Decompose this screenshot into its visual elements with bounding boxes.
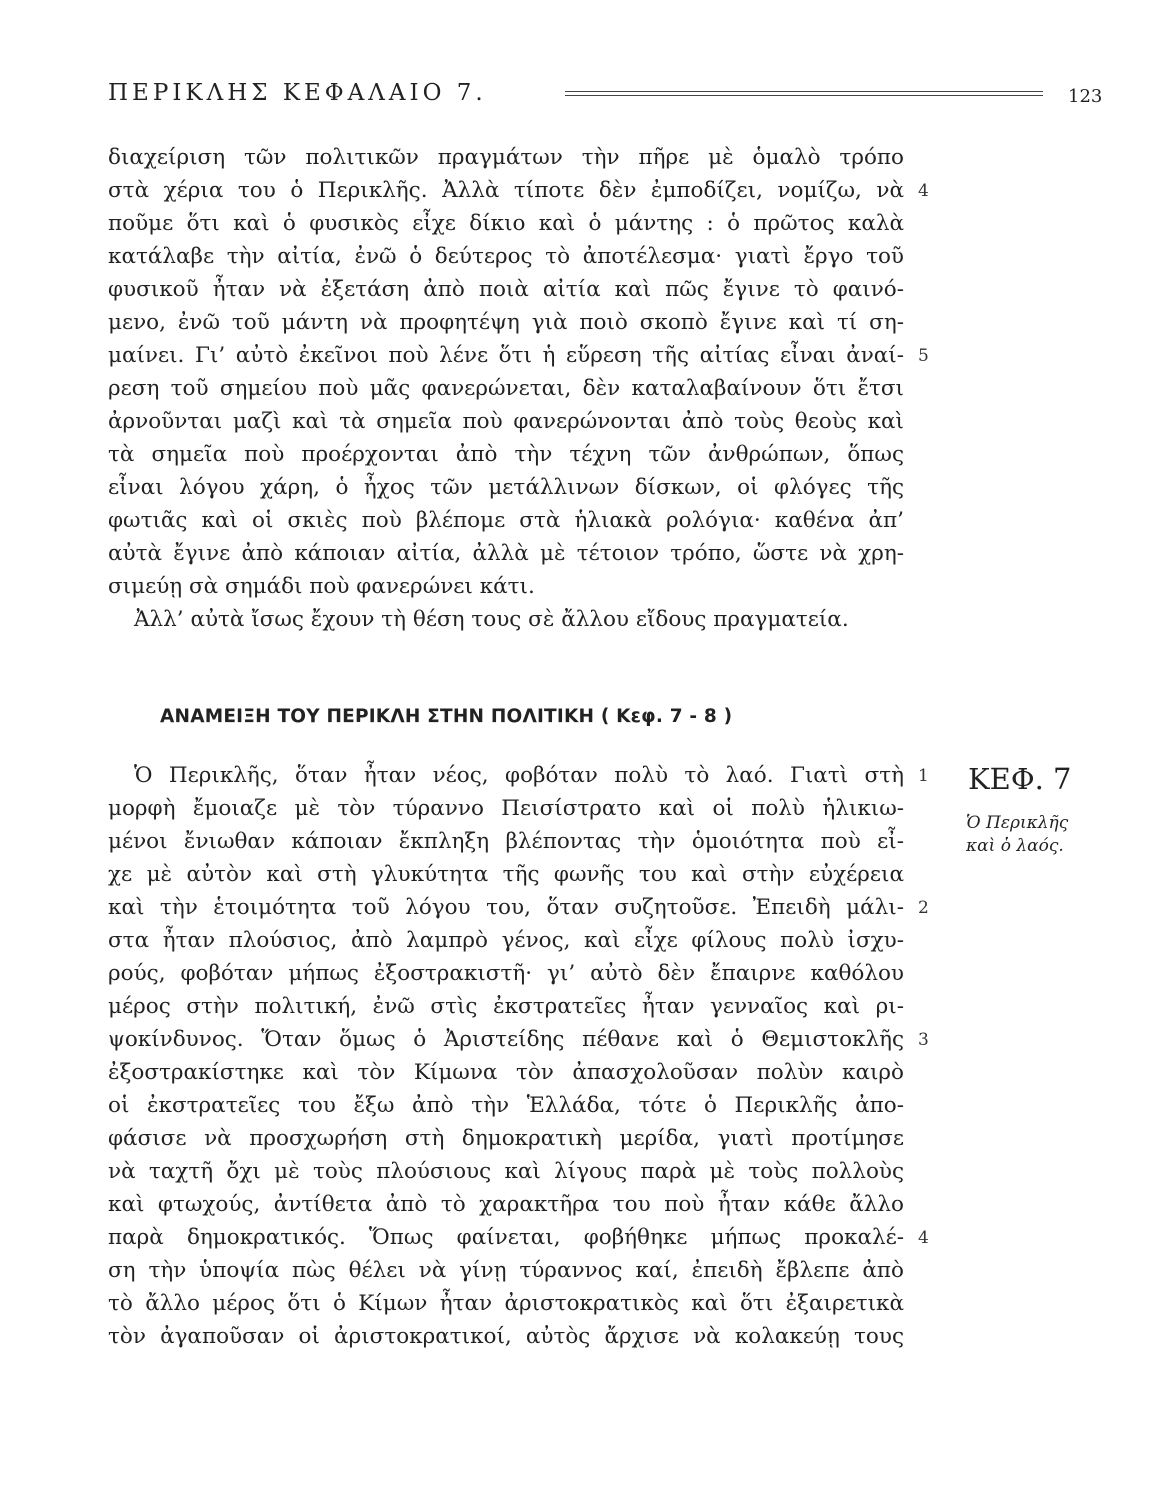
side-note-line: Ὁ Περικλῆς xyxy=(966,813,1069,833)
text-line: στὰ χέρια του ὁ Περικλῆς. Ἀλλὰ τίποτε δὲν ἐμποδίζει, νομίζω, νὰ xyxy=(108,178,904,203)
text-line: διαχείριση τῶν πολιτικῶν πραγμάτων τὴν πῆρε μὲ ὁμαλὸ τρόπο xyxy=(108,145,904,170)
section-heading: ΑΝΑΜΕΙΞΗ ΤΟΥ ΠΕΡΙΚΛΗ ΣΤΗΝ ΠΟΛΙΤΙΚΗ ( Κεφ. 7 - 8 ) xyxy=(160,706,733,727)
margin-line-number: 1 xyxy=(918,766,929,786)
text-line: τὰ σημεῖα ποὺ προέρχονται ἀπὸ τὴν τέχνη τῶν ἀνθρώπων, ὅπως xyxy=(108,442,904,467)
running-title: ΠΕΡΙΚΛΗΣ ΚΕΦΑΛΑΙΟ 7. xyxy=(108,80,487,106)
text-line: μορφὴ ἔμοιαζε μὲ τὸν τύραννο Πεισίστρατο καὶ οἱ πολὺ ἡλικιω- xyxy=(108,796,904,821)
text-line: ποῦμε ὅτι καὶ ὁ φυσικὸς εἶχε δίκιο καὶ ὁ μάντης : ὁ πρῶτος καλὰ xyxy=(108,211,904,236)
page-number: 123 xyxy=(1068,86,1103,107)
text-line: Ἀλλ’ αὐτὰ ἴσως ἔχουν τὴ θέση τους σὲ ἄλλου εἴδους πραγματεία. xyxy=(134,607,849,632)
text-line: ρεση τοῦ σημείου ποὺ μᾶς φανερώνεται, δὲν καταλαβαίνουν ὅτι ἔτσι xyxy=(108,376,904,401)
text-line: ση τὴν ὑποψία πὼς θέλει νὰ γίνῃ τύραννος καί, ἐπειδὴ ἔβλεπε ἀπὸ xyxy=(108,1258,904,1283)
text-line: ἀρνοῦνται μαζὶ καὶ τὰ σημεῖα ποὺ φανερώνονται ἀπὸ τοὺς θεοὺς καὶ xyxy=(108,409,904,434)
side-note-line: καὶ ὁ λαός. xyxy=(966,836,1064,856)
text-line: αὐτὰ ἔγινε ἀπὸ κάποιαν αἰτία, ἀλλὰ μὲ τέτοιον τρόπο, ὥστε νὰ χρη- xyxy=(108,541,904,566)
text-line: ἐξοστρακίστηκε καὶ τὸν Κίμωνα τὸν ἀπασχολοῦσαν πολὺν καιρὸ xyxy=(108,1060,904,1085)
text-line: οἱ ἐκστρατεῖες του ἔξω ἀπὸ τὴν Ἑλλάδα, τότε ὁ Περικλῆς ἀπο- xyxy=(108,1093,904,1118)
text-line: στα ἦταν πλούσιος, ἀπὸ λαμπρὸ γένος, καὶ εἶχε φίλους πολὺ ἰσχυ- xyxy=(108,928,904,953)
chapter-label: ΚΕΦ. 7 xyxy=(968,762,1072,796)
text-line: παρὰ δημοκρατικός. Ὅπως φαίνεται, φοβήθηκε μήπως προκαλέ- xyxy=(108,1225,904,1250)
header-rule xyxy=(565,91,1043,96)
text-line: Ὁ Περικλῆς, ὅταν ἦταν νέος, φοβόταν πολὺ τὸ λαό. Γιατὶ στὴ xyxy=(134,763,904,788)
text-line: μέρος στὴν πολιτική, ἐνῶ στὶς ἐκστρατεῖες ἦταν γενναῖος καὶ ρι- xyxy=(108,994,904,1019)
text-line: εἶναι λόγου χάρη, ὁ ἦχος τῶν μετάλλινων δίσκων, οἱ φλόγες τῆς xyxy=(108,475,904,500)
margin-line-number: 4 xyxy=(918,1228,929,1248)
text-line: μαίνει. Γι’ αὐτὸ ἐκεῖνοι ποὺ λένε ὅτι ἡ εὕρεση τῆς αἰτίας εἶναι ἀναί- xyxy=(108,343,904,368)
text-line: κατάλαβε τὴν αἰτία, ἐνῶ ὁ δεύτερος τὸ ἀποτέλεσμα· γιατὶ ἔργο τοῦ xyxy=(108,244,904,269)
text-line: μενο, ἐνῶ τοῦ μάντη νὰ προφητέψη γιὰ ποιὸ σκοπὸ ἔγινε καὶ τί ση- xyxy=(108,310,904,335)
margin-line-number: 4 xyxy=(918,181,929,201)
text-line: φωτιᾶς καὶ οἱ σκιὲς ποὺ βλέπομε στὰ ἡλιακὰ ρολόγια· καθένα ἀπ’ xyxy=(108,508,904,533)
margin-line-number: 5 xyxy=(918,346,929,366)
text-line: ψοκίνδυνος. Ὅταν ὅμως ὁ Ἀριστείδης πέθανε καὶ ὁ Θεμιστοκλῆς xyxy=(108,1027,904,1052)
text-line: τὸν ἀγαποῦσαν οἱ ἀριστοκρατικοί, αὐτὸς ἄρχισε νὰ κολακεύῃ τους xyxy=(108,1324,904,1349)
text-line: χε μὲ αὐτὸν καὶ στὴ γλυκύτητα τῆς φωνῆς του καὶ στὴν εὐχέρεια xyxy=(108,862,904,887)
text-line: φυσικοῦ ἦταν νὰ ἐξετάση ἀπὸ ποιὰ αἰτία καὶ πῶς ἔγινε τὸ φαινό- xyxy=(108,277,904,302)
text-line: νὰ ταχτῆ ὄχι μὲ τοὺς πλούσιους καὶ λίγους παρὰ μὲ τοὺς πολλοὺς xyxy=(108,1159,904,1184)
text-line: μένοι ἔνιωθαν κάποιαν ἔκπληξη βλέποντας τὴν ὁμοιότητα ποὺ εἶ- xyxy=(108,829,904,854)
text-line: σιμεύῃ σὰ σημάδι ποὺ φανερώνει κάτι. xyxy=(108,574,535,599)
text-line: φάσισε νὰ προσχωρήση στὴ δημοκρατικὴ μερίδα, γιατὶ προτίμησε xyxy=(108,1126,904,1151)
chapter-side-note xyxy=(966,812,1068,858)
text-line: τὸ ἄλλο μέρος ὅτι ὁ Κίμων ἦταν ἀριστοκρατικὸς καὶ ὅτι ἐξαιρετικὰ xyxy=(108,1291,904,1316)
text-line: ρούς, φοβόταν μήπως ἐξοστρακιστῆ· γι’ αὐτὸ δὲν ἔπαιρνε καθόλου xyxy=(108,961,904,986)
text-line: καὶ τὴν ἑτοιμότητα τοῦ λόγου του, ὅταν συζητοῦσε. Ἐπειδὴ μάλι- xyxy=(108,895,904,920)
text-line: καὶ φτωχούς, ἀντίθετα ἀπὸ τὸ χαρακτῆρα του ποὺ ἦταν κάθε ἄλλο xyxy=(108,1192,904,1217)
margin-line-number: 2 xyxy=(918,898,929,918)
margin-line-number: 3 xyxy=(918,1030,929,1050)
